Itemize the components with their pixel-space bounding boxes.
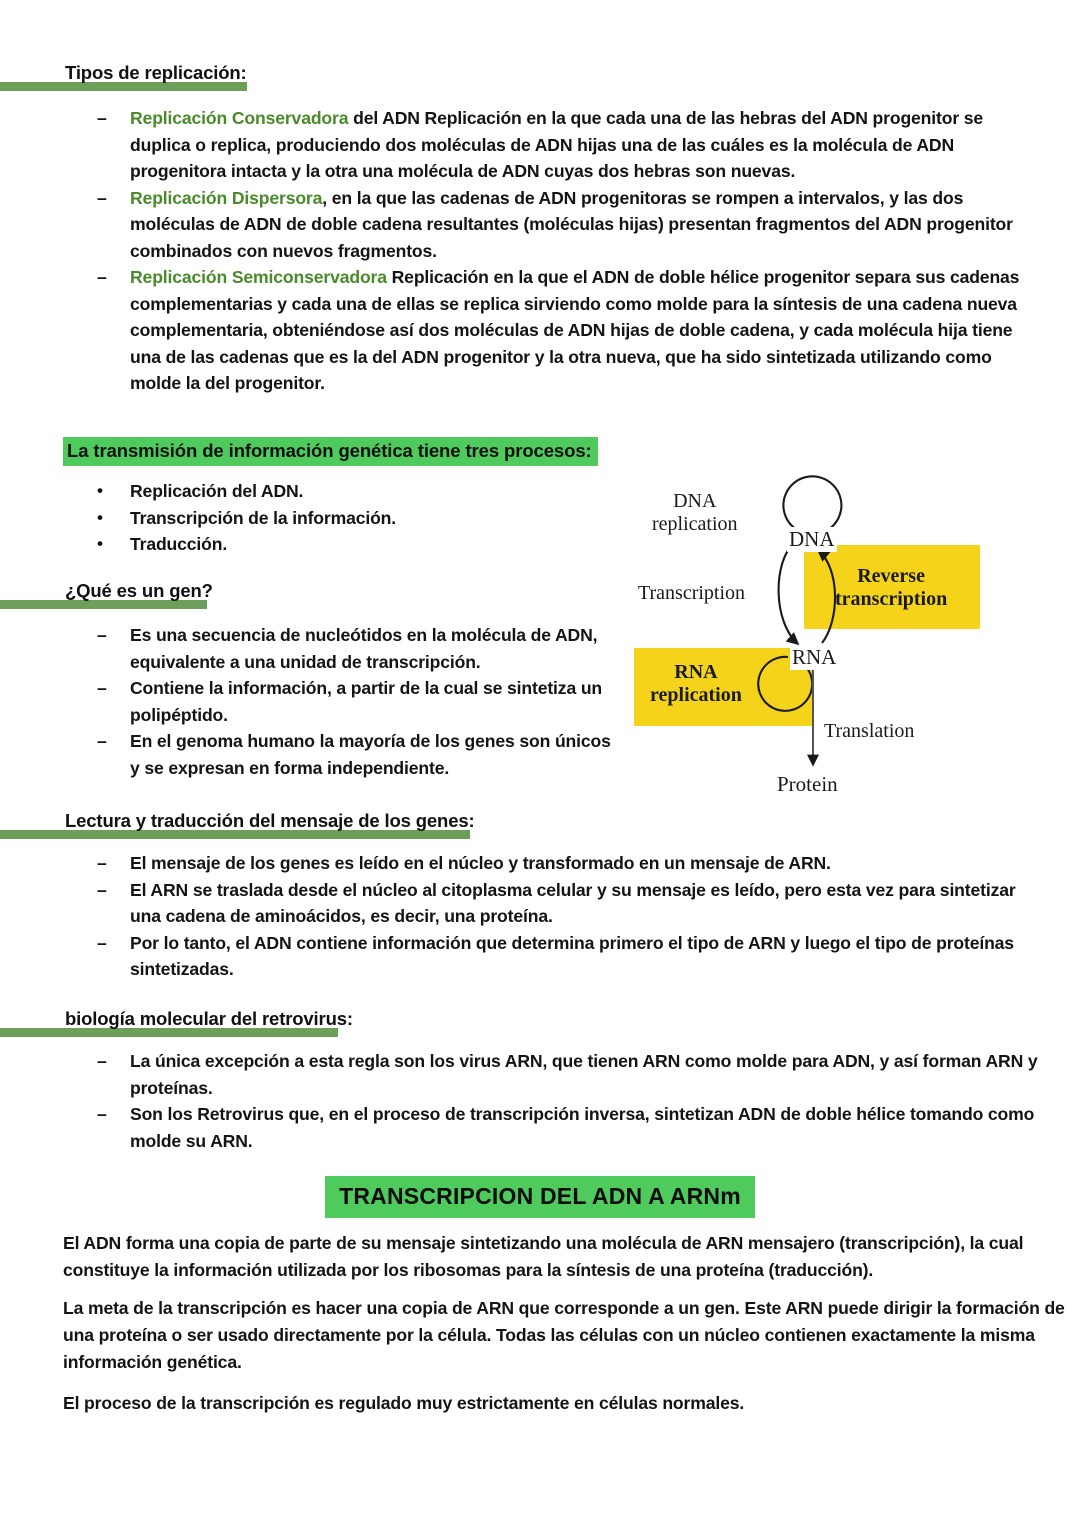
term-replicacion-dispersora: Replicación Dispersora bbox=[130, 187, 323, 208]
closing-paragraph-2: La meta de la transcripción es hacer una copia de ARN que corresponde a un gen. Este ARN puede dirigir la formación de una proteína o ser usado directamente por la célula. Todas las células con un núcleo contienen exactamente la misma información genética. bbox=[63, 1298, 1065, 1372]
term-replicacion-semiconservadora: Replicación Semiconservadora bbox=[130, 267, 387, 287]
list-item bbox=[0, 185, 1035, 265]
list-item: • Transcripción de la información. bbox=[0, 505, 600, 532]
closing-paragraph-1: El ADN forma una copia de parte de su mensaje sintetizando una molécula de ARN mensajero (transcripción), la cual constituye la información utilizada por los ribosomas para la síntesis de una proteína (traducción). bbox=[63, 1233, 1024, 1280]
heading-underline-bar bbox=[0, 600, 207, 609]
list-item: – El ARN se traslada desde el núcleo al citoplasma celular y su mensaje es leído, pero esta vez para sintetizar una cadena de aminoácidos, es decir, una proteína. bbox=[0, 877, 1035, 930]
diagram-node-protein: Protein bbox=[777, 772, 838, 796]
list-item: – El mensaje de los genes es leído en el núcleo y transformado en un mensaje de ARN. bbox=[0, 850, 1035, 877]
list-item: – Por lo tanto, el ADN contiene información que determina primero el tipo de ARN y luego el tipo de proteínas sintetizadas. bbox=[0, 930, 1035, 983]
heading-underline-bar bbox=[0, 830, 470, 839]
list-item: • Replicación del ADN. bbox=[0, 478, 600, 505]
transcripcion-banner-title: TRANSCRIPCION DEL ADN A ARNm bbox=[325, 1176, 755, 1218]
central-dogma-diagram bbox=[630, 472, 1005, 822]
tipos-replicacion-list bbox=[0, 105, 1035, 397]
section-heading-lectura-traduccion: Lectura y traducción del mensaje de los genes: bbox=[0, 810, 800, 832]
diagram-label-dna-replication: DNA replication bbox=[652, 490, 738, 535]
heading-underline-bar bbox=[0, 82, 247, 91]
diagram-label-rna-replication: RNA replication bbox=[650, 661, 742, 706]
que-es-un-gen-list bbox=[0, 622, 620, 781]
section-heading-tipos-replicacion: Tipos de replicación: bbox=[0, 62, 1080, 84]
transcripcion-banner-wrap bbox=[0, 1176, 1080, 1218]
list-item: • Traducción. bbox=[0, 531, 600, 558]
diagram-node-rna: RNA bbox=[792, 645, 837, 669]
list-item-text: , en la que las cadenas de ADN progenitoras se rompen a intervalos, y las dos moléculas de ADN de doble cadena resultantes (moléculas hijas) presentan fragmentos del ADN progenitor combinados con nuevos fragmentos. bbox=[130, 187, 1013, 261]
transmision-list bbox=[0, 478, 600, 558]
section-heading-que-es-un-gen: ¿Qué es un gen? bbox=[0, 580, 600, 602]
list-item-text: Replicación en la que el ADN de doble hélice progenitor separa sus cadenas complementarias y cada una de ellas se replica sirviendo como molde para la síntesis de una cadena nueva complementaria, obteniéndose así dos moléculas de ADN hijas de doble cadena, y cada molécula hija tiene una de las cadenas que es la del ADN progenitor y la otra nueva, que ha sido sintetizada utilizando como molde la del progenitor. bbox=[130, 267, 1020, 393]
list-item bbox=[0, 105, 1035, 185]
list-item-text: del ADN Replicación en la que cada una de las hebras del ADN progenitor se duplica o replica, produciendo dos moléculas de ADN hijas una de las cuáles es la molécula de ADN progenitora intacta y la otra una molécula de ADN cuyas dos hebras son nuevas. bbox=[130, 108, 984, 181]
closing-paragraph-3: El proceso de la transcripción es regulado muy estrictamente en células normales. bbox=[63, 1393, 745, 1413]
list-item: – Son los Retrovirus que, en el proceso de transcripción inversa, sintetizan ADN de doble hélice tomando como molde su ARN. bbox=[0, 1101, 1040, 1154]
list-item bbox=[0, 264, 1035, 397]
list-item: – En el genoma humano la mayoría de los genes son únicos y se expresan en forma independiente. bbox=[0, 728, 620, 781]
section-heading-biologia-retrovirus: biología molecular del retrovirus: bbox=[0, 1008, 800, 1030]
heading-underline-bar bbox=[0, 1028, 338, 1037]
diagram-label-reverse-transcription: Reverse transcription bbox=[835, 565, 948, 610]
list-item: – Contiene la información, a partir de la cual se sintetiza un polipéptido. bbox=[0, 675, 620, 728]
list-item: – La única excepción a esta regla son los virus ARN, que tienen ARN como molde para ADN, y así forman ARN y proteínas. bbox=[0, 1048, 1040, 1101]
lectura-traduccion-list bbox=[0, 850, 1035, 983]
diagram-node-dna: DNA bbox=[789, 527, 835, 551]
diagram-label-translation: Translation bbox=[824, 720, 915, 742]
retrovirus-list bbox=[0, 1048, 1040, 1154]
term-replicacion-conservadora: Replicación Conservadora bbox=[130, 108, 349, 128]
list-item: – Es una secuencia de nucleótidos en la molécula de ADN, equivalente a una unidad de transcripción. bbox=[0, 622, 620, 675]
diagram-label-transcription: Transcription bbox=[638, 582, 746, 604]
section-heading-transmision: La transmisión de información genética tiene tres procesos: bbox=[63, 437, 598, 466]
